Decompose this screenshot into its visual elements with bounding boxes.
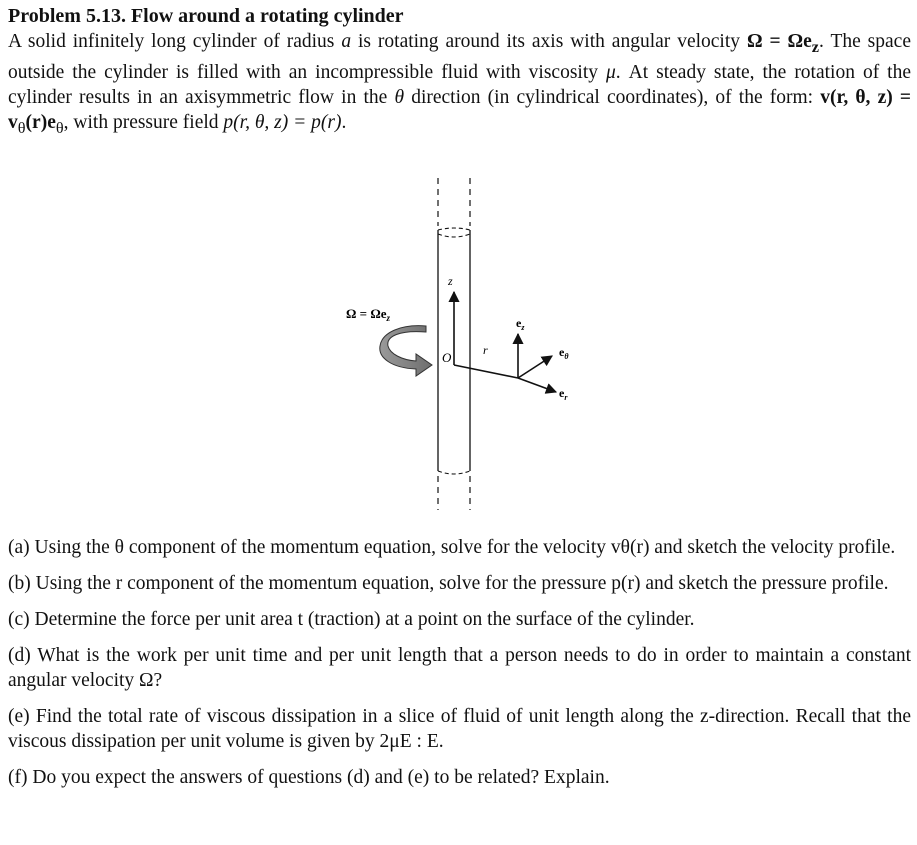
axis-extension-bottom [438, 476, 470, 510]
question-c: (c) Determine the force per unit area t (traction) at a point on the surface of the cylinder. [8, 609, 695, 630]
radius-label: r [483, 343, 488, 357]
intro-text-4: . At steady state, the rotation of the cylinder results in an axisymmetric flow in the [8, 61, 912, 108]
radius-symbol: a [341, 31, 352, 52]
question-b: (b) Using the r component of the momentum equation, solve for the pressure p(r) and sketch the pressure profile. [8, 573, 889, 594]
omega-label: $\Omega = \Omega e_z$ [346, 306, 391, 323]
intro-text-2: is rotating around its axis with angular velocity [351, 31, 747, 52]
velocity-expr-2: (r)e [25, 111, 56, 133]
intro-text-3: . The space outside the cylinder is filled with an incompressible fluid with viscosity [8, 31, 911, 83]
intro-text-7: . [341, 111, 347, 133]
radius-line [454, 365, 518, 378]
question-e: (e) Find the total rate of viscous dissipation in a slice of fluid of unit length along the z-direction. Recall that the viscous dissipation per unit volume is given by 2μE : E. [8, 706, 911, 752]
er-vector [518, 378, 556, 392]
omega-equation [746, 31, 819, 56]
intro-text-6: , with pressure field [63, 111, 224, 133]
rotation-arrow-icon [380, 326, 432, 376]
unit-vector-sub: θ [55, 118, 64, 137]
etheta-vector [518, 356, 552, 378]
ez-label: $e_z$ [516, 316, 525, 332]
question-f: (f) Do you expect the answers of questions (d) and (e) to be related? Explain. [8, 767, 610, 788]
velocity-expr: v(r, θ, z) = v [8, 86, 911, 133]
axis-extension-top [438, 178, 470, 226]
intro-text-1: A solid infinitely long cylinder of radius [8, 31, 342, 52]
velocity-sub: θ [17, 118, 26, 137]
origin-label: O [442, 350, 452, 365]
intro-text-5: direction (in cylindrical coordinates), of the form: [404, 86, 821, 108]
question-d: (d) What is the work per unit time and per unit length that a person needs to do in order to maintain a constant angular velocity Ω? [8, 645, 911, 691]
etheta-label: $e_\theta$ [559, 345, 569, 361]
z-axis-label: z [448, 274, 453, 288]
theta-symbol: θ [394, 86, 405, 108]
viscosity-symbol: μ [605, 61, 616, 83]
problem-title: Problem 5.13. Flow around a rotating cylinder [8, 5, 404, 27]
er-label: $e_r$ [559, 386, 568, 402]
omega-eq-sub: z [811, 37, 819, 56]
pressure-field-expr: p(r, θ, z) = p(r) [223, 111, 342, 133]
omega-eq-text: Ω = Ωe [746, 31, 812, 52]
question-a: (a) Using the θ component of the momentum equation, solve for the velocity vθ(r) and sketch the velocity profile. [8, 537, 896, 558]
problem-intro [8, 29, 911, 141]
question-list [8, 535, 911, 801]
cylinder-figure [330, 168, 590, 523]
